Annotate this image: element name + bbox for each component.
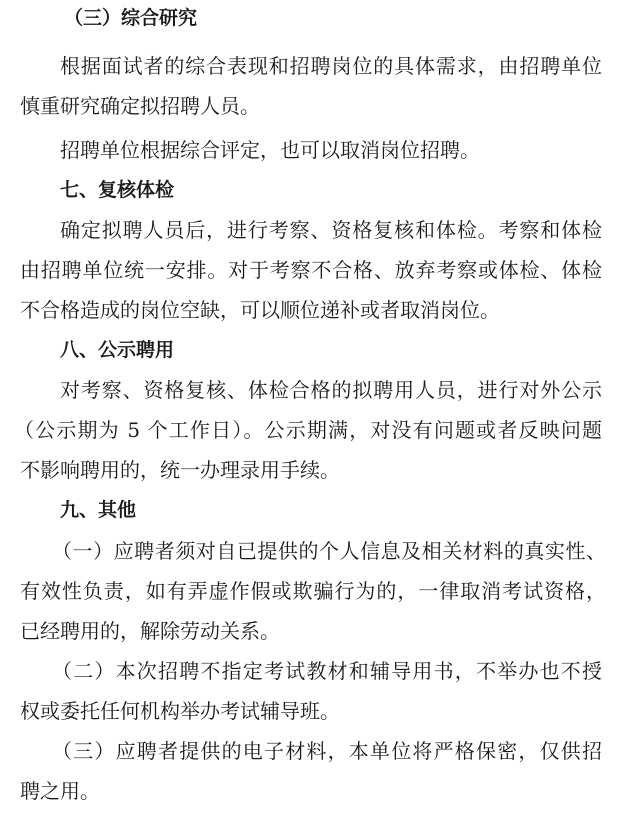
section-3-paragraph-2-line-1: 招聘单位根据综合评定，也可以取消岗位招聘。 [60,138,480,162]
section-9-item-1-line-1: （一）应聘者须对自已提供的个人信息及相关材料的真实性、 [52,539,606,563]
section-9-item-1-line-3: 已经聘用的，解除劳动关系。 [20,619,280,643]
section-8-line-3: 不影响聘用的，统一办理录用手续。 [20,458,340,482]
section-7-line-2: 由招聘单位统一安排。对于考察不合格、放弃考察或体检、体检 [20,258,602,282]
section-3-paragraph-1-line-2: 慎重研究确定拟招聘人员。 [20,94,260,118]
section-7-line-3: 不合格造成的岗位空缺，可以顺位递补或者取消岗位。 [20,298,500,322]
section-7-heading: 七、复核体检 [60,179,175,201]
section-9-item-3-line-1: （三）应聘者提供的电子材料，本单位将严格保密，仅供招 [52,739,602,763]
section-9-item-2-line-2: 权或委托任何机构举办考试辅导班。 [20,699,340,723]
section-3-heading: （三）综合研究 [64,7,198,29]
section-9-item-1-line-2: 有效性负责，如有弄虚作假或欺骗行为的，一律取消考试资格， [20,579,606,603]
section-8-line-2: （公示期为 5 个工作日）。公示期满，对没有问题或者反映问题 [14,418,602,442]
section-9-heading: 九、其他 [60,499,137,521]
section-8-line-1: 对考察、资格复核、体检合格的拟聘用人员，进行对外公示 [60,378,602,402]
section-8-heading: 八、公示聘用 [60,339,175,361]
section-9-item-3-line-2: 聘之用。 [20,779,100,803]
section-9-item-2-line-1: （二）本次招聘不指定考试教材和辅导用书，不举办也不授 [52,659,602,683]
section-7-line-1: 确定拟聘人员后，进行考察、资格复核和体检。考察和体检 [60,218,602,242]
section-3-paragraph-1-line-1: 根据面试者的综合表现和招聘岗位的具体需求，由招聘单位 [60,54,602,78]
